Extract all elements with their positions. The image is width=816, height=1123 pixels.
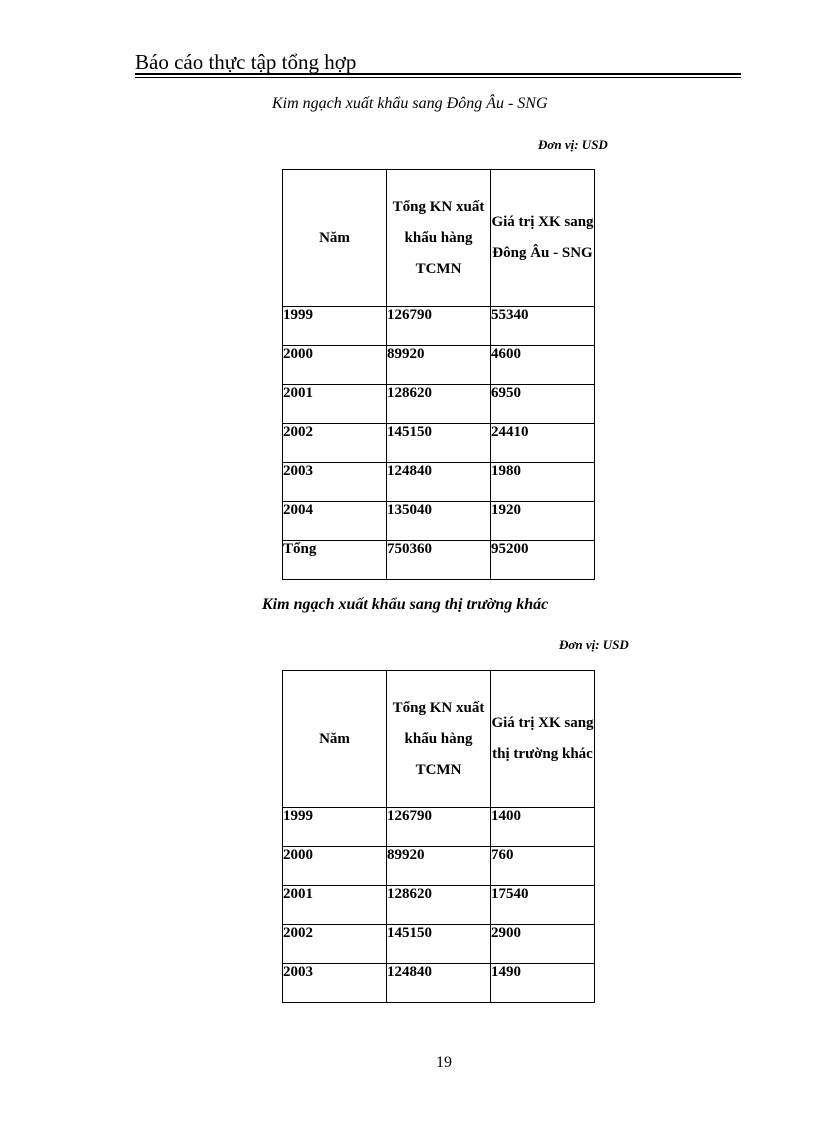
table2-unit: Đơn vị: USD bbox=[559, 637, 629, 652]
table-cell: 17540 bbox=[491, 886, 595, 925]
table-cell: 126790 bbox=[387, 307, 491, 346]
table-cell: 6950 bbox=[491, 385, 595, 424]
table-cell: 124840 bbox=[387, 463, 491, 502]
table-row bbox=[283, 424, 595, 463]
table-cell: 1490 bbox=[491, 964, 595, 1003]
table-cell: 1999 bbox=[283, 808, 387, 847]
table-cell: 2900 bbox=[491, 925, 595, 964]
table2 bbox=[282, 670, 595, 1003]
table-cell: 145150 bbox=[387, 925, 491, 964]
table-cell: 1999 bbox=[283, 307, 387, 346]
table-cell: 2004 bbox=[283, 502, 387, 541]
table-cell: 128620 bbox=[387, 886, 491, 925]
table-cell: 89920 bbox=[387, 847, 491, 886]
table-cell: 4600 bbox=[491, 346, 595, 385]
table-cell: 2002 bbox=[283, 424, 387, 463]
column-header: Năm bbox=[283, 170, 387, 307]
table-cell: 145150 bbox=[387, 424, 491, 463]
table-cell: 55340 bbox=[491, 307, 595, 346]
table-cell: 2002 bbox=[283, 925, 387, 964]
table-cell: 2001 bbox=[283, 886, 387, 925]
table-row bbox=[283, 886, 595, 925]
table1-unit: Đơn vị: USD bbox=[538, 137, 608, 152]
table-row bbox=[283, 385, 595, 424]
table-cell: 1400 bbox=[491, 808, 595, 847]
table-cell: 128620 bbox=[387, 385, 491, 424]
column-header: Tổng KN xuất khẩu hàng TCMN bbox=[387, 671, 491, 808]
table-cell: 135040 bbox=[387, 502, 491, 541]
table-row bbox=[283, 346, 595, 385]
table-header-row bbox=[283, 170, 595, 307]
page-number: 19 bbox=[436, 1054, 452, 1071]
table-cell: 2000 bbox=[283, 847, 387, 886]
table-cell: Tổng bbox=[283, 541, 387, 580]
table-cell: 750360 bbox=[387, 541, 491, 580]
table-row bbox=[283, 925, 595, 964]
table-cell: 89920 bbox=[387, 346, 491, 385]
table-cell: 2003 bbox=[283, 463, 387, 502]
table-cell: 2003 bbox=[283, 964, 387, 1003]
column-header: Giá trị XK sang Đông Âu - SNG bbox=[491, 170, 595, 307]
table-cell: 124840 bbox=[387, 964, 491, 1003]
table-cell: 24410 bbox=[491, 424, 595, 463]
table-row bbox=[283, 808, 595, 847]
table-cell: 2001 bbox=[283, 385, 387, 424]
table-cell: 95200 bbox=[491, 541, 595, 580]
table-row bbox=[283, 307, 595, 346]
table-cell: 760 bbox=[491, 847, 595, 886]
table-header-row bbox=[283, 671, 595, 808]
table1-caption: Kim ngạch xuất khẩu sang Đông Âu - SNG bbox=[272, 95, 548, 112]
table-cell: 1980 bbox=[491, 463, 595, 502]
table-cell: 2000 bbox=[283, 346, 387, 385]
table-cell: 126790 bbox=[387, 808, 491, 847]
table-row bbox=[283, 463, 595, 502]
table-cell: 1920 bbox=[491, 502, 595, 541]
header-rule-thin bbox=[135, 77, 741, 78]
page-header-title: Báo cáo thực tập tổng hợp bbox=[135, 50, 357, 74]
table-row bbox=[283, 502, 595, 541]
table-row bbox=[283, 964, 595, 1003]
header-rule-thick bbox=[135, 73, 741, 75]
column-header: Giá trị XK sang thị trường khác bbox=[491, 671, 595, 808]
table1 bbox=[282, 169, 595, 580]
table-total-row bbox=[283, 541, 595, 580]
column-header: Năm bbox=[283, 671, 387, 808]
table-row bbox=[283, 847, 595, 886]
column-header: Tổng KN xuất khẩu hàng TCMN bbox=[387, 170, 491, 307]
table2-caption: Kim ngạch xuất khẩu sang thị trường khác bbox=[262, 596, 549, 613]
